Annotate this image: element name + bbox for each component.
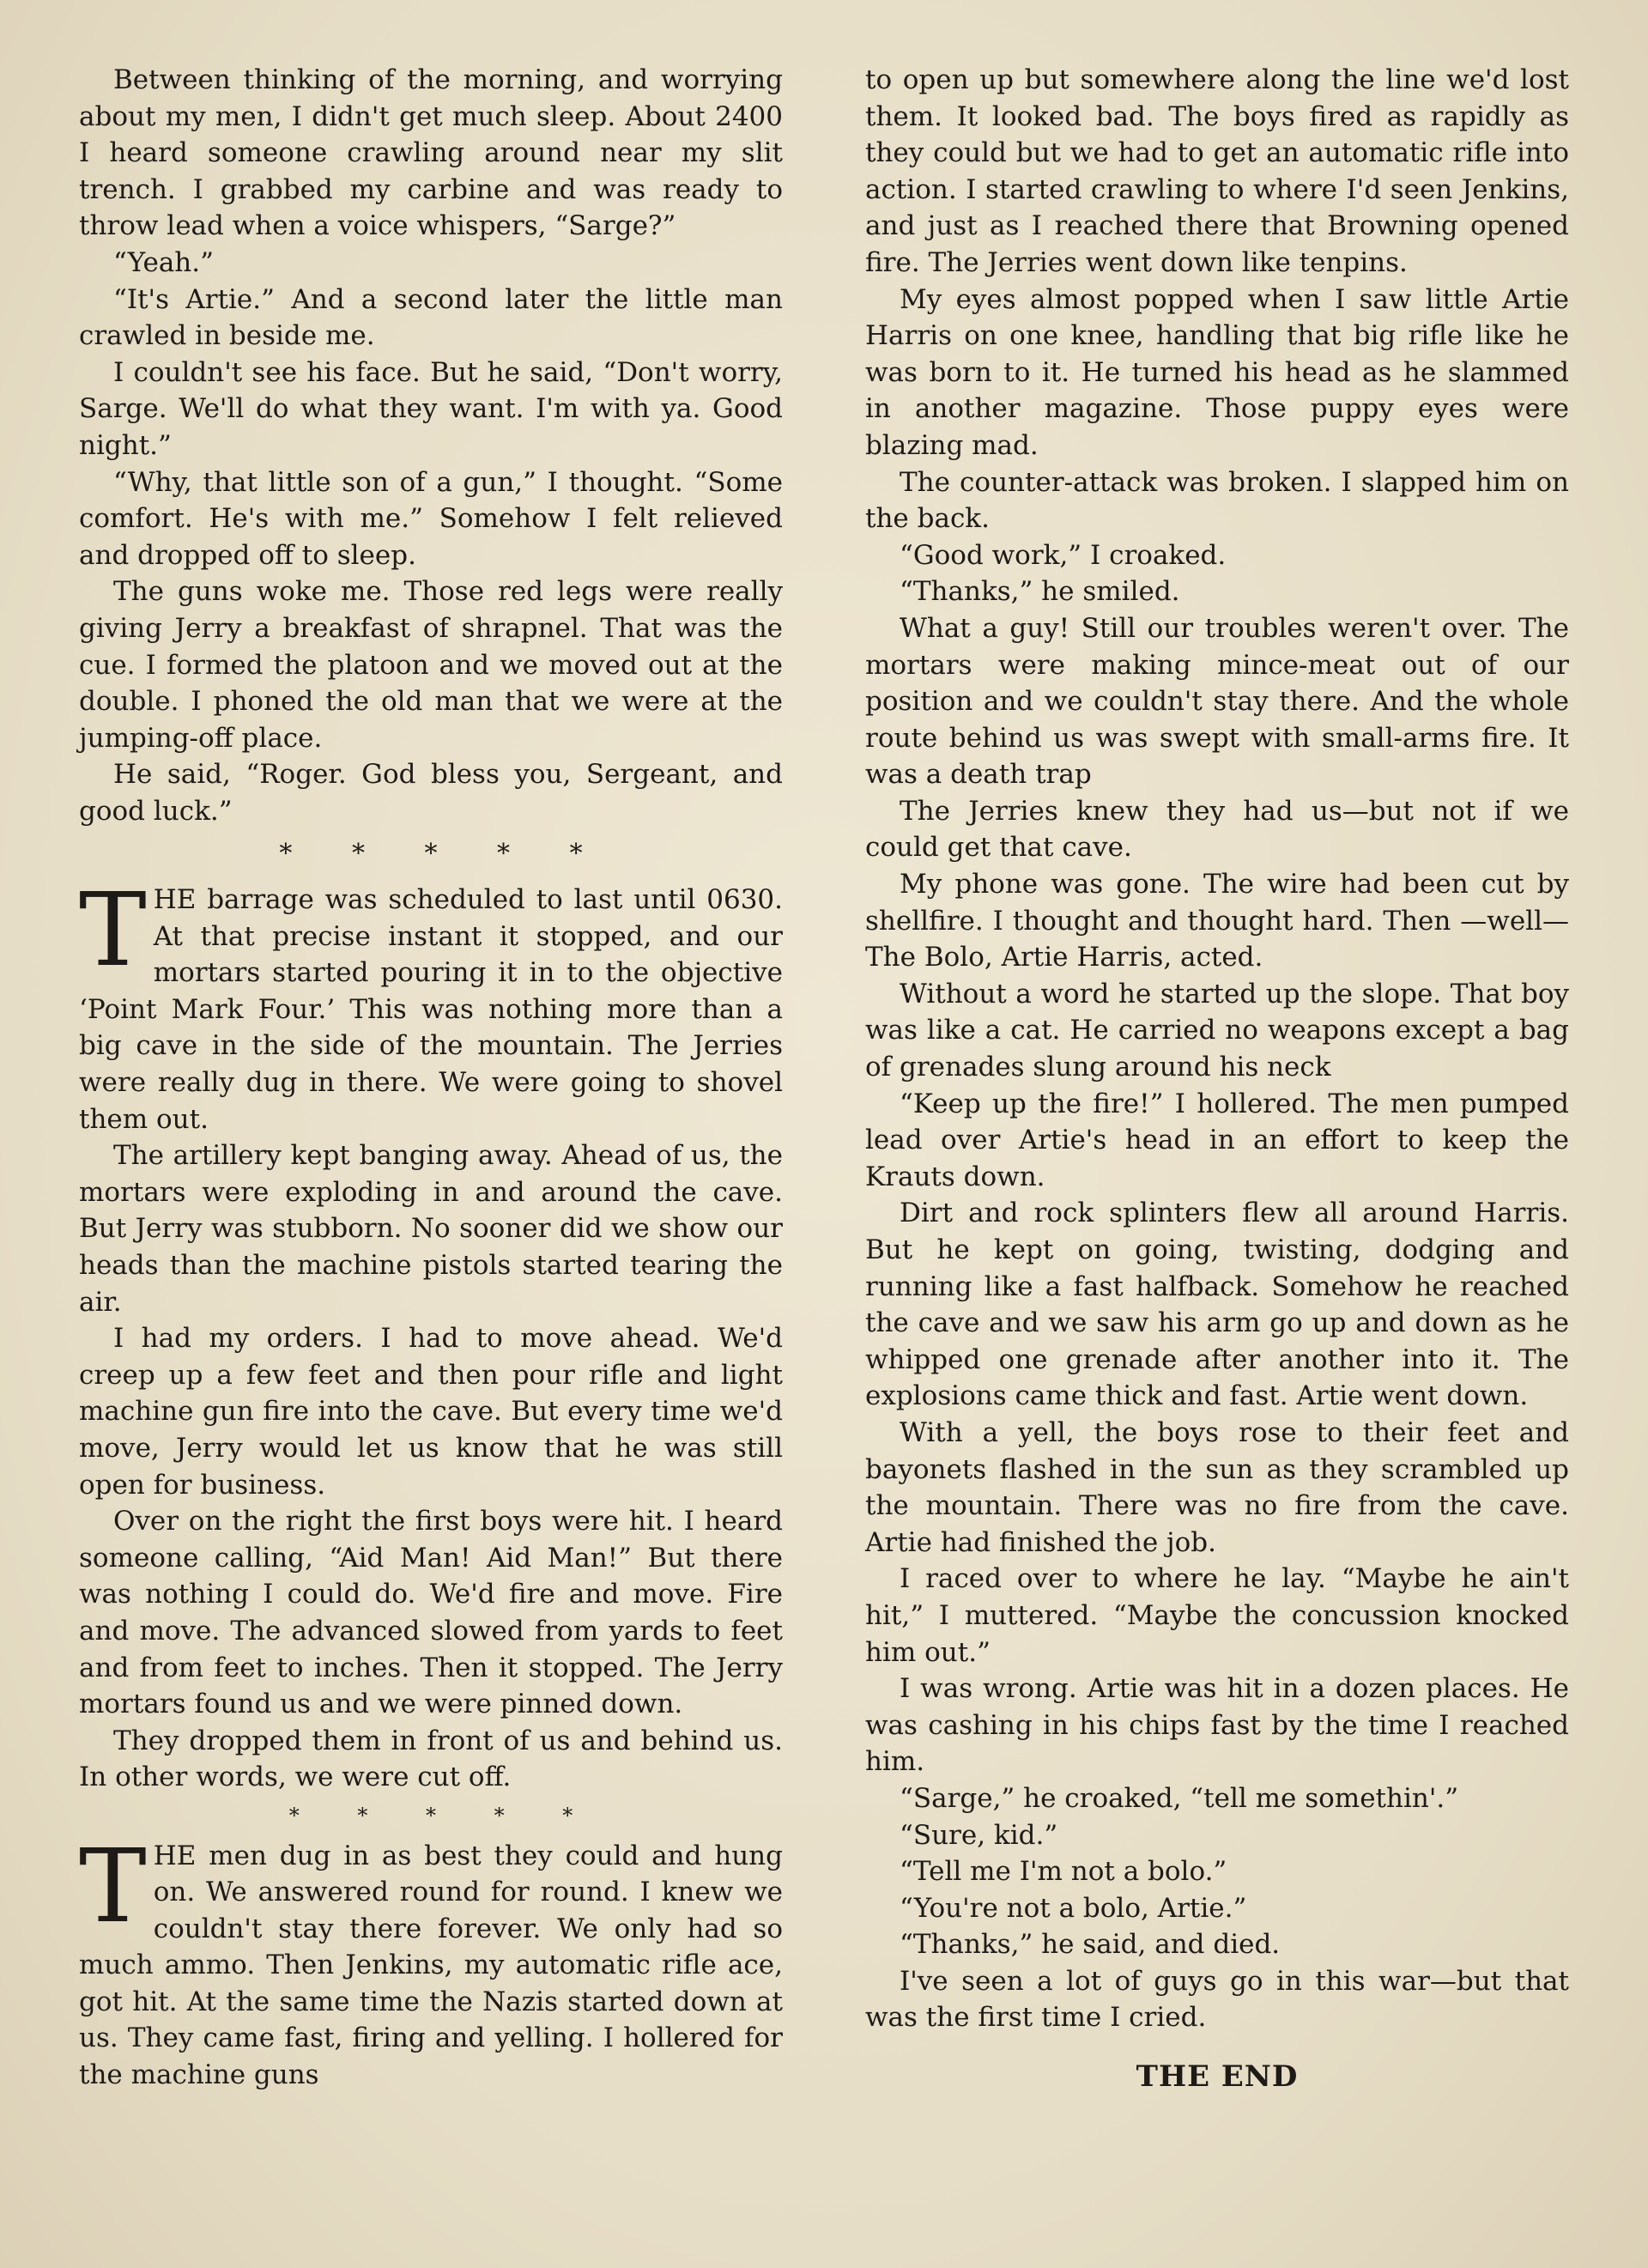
paragraph: Dirt and rock splinters flew all around Harris. But he kept on going, twisting, dodging and running like a fast halfback. Somehow he reached the cave and we saw his arm go up and down as he whipped one grenade after another into it. The explosions came thick and fast. Artie went down. — [865, 1198, 1569, 1412]
paragraph: With a yell, the boys rose to their feet and bayonets flashed in the sun as they scrambled up the mountain. There was no fire from the cave. Artie had finished the job. — [865, 1416, 1569, 1558]
paragraph: Between thinking of the morning, and worrying about my men, I didn't get much sleep. About 2400 I heard someone crawling around near my slit trench. I grabbed my carbine and was ready to throw lead when a voice whispers, “Sarge?” — [79, 64, 783, 242]
paragraph: I had my orders. I had to move ahead. We'd creep up a few feet and then pour rifle and light machine gun fire into the cave. But every time we'd move, Jerry would let us know that he was still open for business. — [79, 1323, 783, 1501]
paragraph: The Jerries knew they had us—but not if we could get that cave. — [865, 795, 1569, 864]
paragraph: The artillery kept banging away. Ahead of us, the mortars were exploding in and around the cave. But Jerry was stubborn. No sooner did we show our heads than the machine pistols started tearing the air. — [79, 1140, 783, 1318]
paragraph: My phone was gone. The wire had been cut by shellfire. I thought and thought hard. Then —well— The Bolo, Artie Harris, acted. — [865, 869, 1569, 973]
paragraph: “Yeah.” — [113, 246, 214, 278]
paragraph: He said, “Roger. God bless you, Sergeant, and good luck.” — [79, 759, 783, 827]
paragraph: The guns woke me. Those red legs were really giving Jerry a breakfast of shrapnel. That was the cue. I formed the platoon and we moved out at the double. I phoned the old man that we were at the jumping-off place. — [79, 576, 783, 754]
paragraph: “Sarge,” he croaked, “tell me somethin'.” — [900, 1782, 1459, 1814]
paragraph: “Why, that little son of a gun,” I thought. “Some comfort. He's with me.” Somehow I felt relieved and dropped off to sleep. — [79, 466, 783, 571]
paragraph-text: HE men dug in as best they could and hung on. We answered round for round. I knew we couldn't stay there forever. We only had so much ammo. Then Jenkins, my automatic rifle ace, got hit. At the same time the Nazis started down at us. They came fast, firing and yelling. I hollered for the machine guns — [79, 1840, 783, 2091]
drop-cap: T — [79, 1826, 147, 1945]
paragraph: The counter-attack was broken. I slapped him on the back. — [865, 466, 1569, 535]
paragraph: Without a word he started up the slope. That boy was like a cat. He carried no weapons except a bag of grenades slung around his neck — [865, 978, 1569, 1083]
paragraph-text: HE barrage was scheduled to last until 0630. At that precise instant it stopped, and our mortars started pouring it in to the objective ‘Point Mark Four.’ This was nothing more than a big cave in the side of the mountain. The Jerries were really dug in there. We were going to shovel them out. — [79, 884, 783, 1135]
paragraph: “Thanks,” he smiled. — [900, 576, 1180, 608]
paragraph: Over on the right the first boys were hit. I heard someone calling, “Aid Man! Aid Man!” But there was nothing I could do. We'd fire and move. Fire and move. The advanced slowed from yards to feet and from feet to inches. Then it stopped. The Jerry mortars found us and we were pinned down. — [79, 1506, 783, 1720]
paragraph: “Keep up the fire!” I hollered. The men pumped lead over Artie's head in an effort to keep the Krauts down. — [865, 1088, 1569, 1192]
paragraph: “Thanks,” he said, and died. — [900, 1929, 1281, 1961]
drop-cap: T — [79, 870, 147, 990]
left-column — [79, 62, 783, 2094]
paragraph: I raced over to where he lay. “Maybe he ain't hit,” I muttered. “Maybe the concussion knocked him out.” — [865, 1563, 1569, 1668]
section-break-stars: * * * * * — [288, 1803, 573, 1828]
paragraph: My eyes almost popped when I saw little Artie Harris on one knee, handling that big rifle like he was born to it. He turned his head as he slammed in another magazine. Those puppy eyes were blazing mad. — [865, 283, 1569, 461]
paragraph: “Tell me I'm not a bolo.” — [900, 1856, 1227, 1888]
paragraph: I couldn't see his face. But he said, “Don't worry, Sarge. We'll do what they want. I'm with ya. Good night.” — [79, 356, 783, 461]
paragraph: “Good work,” I croaked. — [900, 539, 1227, 571]
section-opening-paragraph — [79, 1826, 783, 2094]
paragraph: I've seen a lot of guys go in this war—but that was the first time I cried. — [865, 1965, 1569, 2034]
the-end-label: THE END — [1136, 2059, 1299, 2095]
continued-paragraph: to open up but somewhere along the line we'd lost them. It looked bad. The boys fired as rapidly as they could but we had to get an automatic rifle into action. I started crawling to where I'd seen Jenkins, and just as I reached there that Browning opened fire. The Jerries went down like tenpins. — [865, 64, 1569, 278]
paragraph: What a guy! Still our troubles weren't over. The mortars were making mince-meat out of our position and we couldn't stay there. And the whole route behind us was swept with small-arms fire. It was a death trap — [865, 612, 1569, 791]
paragraph: I was wrong. Artie was hit in a dozen places. He was cashing in his chips fast by the time I reached him. — [865, 1673, 1569, 1778]
paragraph: “You're not a bolo, Artie.” — [900, 1892, 1247, 1924]
paragraph: They dropped them in front of us and behind us. In other words, we were cut off. — [79, 1725, 783, 1793]
right-column — [865, 62, 1569, 2095]
paragraph: “It's Artie.” And a second later the little man crawled in beside me. — [79, 283, 783, 352]
section-opening-paragraph — [79, 870, 783, 1137]
paragraph: “Sure, kid.” — [900, 1819, 1058, 1851]
section-break-stars: * * * * * — [279, 839, 583, 870]
